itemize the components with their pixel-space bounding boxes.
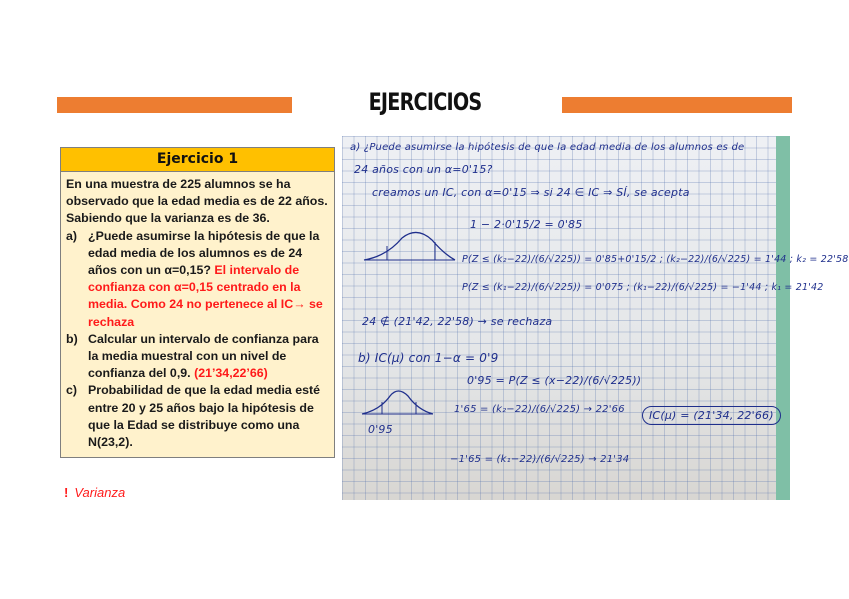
- decor-bar-left: [57, 97, 292, 113]
- hw-line: b) IC(μ) con 1−α = 0'9: [358, 351, 499, 365]
- normal-curve-sketch-b: [360, 388, 435, 420]
- varianza-note: ! Varianza: [64, 485, 126, 500]
- handwritten-solution-photo: [342, 136, 849, 500]
- exercise-header: Ejercicio 1: [61, 148, 334, 172]
- question-text: Calcular un intervalo de confianza para la media muestral con un nivel de confianza del 0,9.: [88, 331, 319, 381]
- question-text: ¿Puede asumirse la hipótesis de que la edad media de los alumnos es de 24 años con un α=0,15?: [88, 228, 320, 278]
- answer-text: El intervalo de confianza con α=0,15 centrado en la media. Como 24 no pertenece al IC→ se rechaza: [88, 263, 323, 329]
- exercise-item-c: c) Probabilidad de que la edad media esté entre 20 y 25 años bajo la hipótesis de que la Edad se distribuye como una N(23,2).: [66, 382, 329, 451]
- exercise-item-a: a) ¿Puede asumirse la hipótesis de que la edad media de los alumnos es de 24 años con un α=0,15? El intervalo de confianza con α=0,15 centrado en la media. Como 24 no pertenece al IC→ se rechaza: [66, 228, 323, 329]
- exercise-box: [60, 147, 335, 458]
- hw-line: a) ¿Puede asumirse la hipótesis de que la edad media de los alumnos es de: [350, 142, 745, 153]
- exclamation-icon: !: [64, 485, 69, 500]
- hw-line: P(Z ≤ (k₁−22)/(6/√225)) = 0'075 ; (k₁−22)/(6/√225) = −1'44 ; k₁ = 21'42: [462, 282, 824, 293]
- exercise-item-b: b) Calcular un intervalo de confianza para la media muestral con un nivel de confianza del 0,9. (21’34,22’66): [66, 331, 319, 381]
- hw-line: creamos un IC, con α=0'15 ⇒ si 24 ∈ IC ⇒ SÍ, se acepta: [372, 186, 690, 199]
- answer-text: (21’34,22’66): [194, 366, 268, 381]
- hw-line: 24 ∉ (21'42, 22'58) → se rechaza: [362, 315, 553, 328]
- page-title: EJERCICIOS: [368, 88, 482, 116]
- hw-line: 1'65 = (k₂−22)/(6/√225) → 22'66: [454, 404, 625, 415]
- exercise-intro: En una muestra de 225 alumnos se ha observado que la edad media es de 22 años. Sabiendo que la varianza es de 36.: [66, 177, 328, 226]
- hw-line: −1'65 = (k₁−22)/(6/√225) → 21'34: [450, 454, 630, 465]
- hw-result-box: IC(μ) = (21'34, 22'66): [642, 406, 781, 425]
- hw-line: 0'95 = P(Z ≤ (x−22)/(6/√225)): [467, 374, 642, 387]
- notebook-edge: [776, 136, 790, 500]
- hw-line: 1 − 2·0'15/2 = 0'85: [470, 218, 583, 231]
- question-text: Probabilidad de que la edad media esté entre 20 y 25 años bajo la hipótesis de que la Edad se distribuye como una N(23,2).: [88, 383, 321, 450]
- hw-line: 24 años con un α=0'15?: [354, 163, 493, 176]
- normal-curve-sketch-a: [362, 228, 457, 268]
- hw-line: 0'95: [368, 423, 393, 436]
- decor-bar-right: [562, 97, 792, 113]
- hw-line: P(Z ≤ (k₂−22)/(6/√225)) = 0'85+0'15/2 ; (k₂−22)/(6/√225) = 1'44 ; k₂ = 22'58: [462, 254, 849, 265]
